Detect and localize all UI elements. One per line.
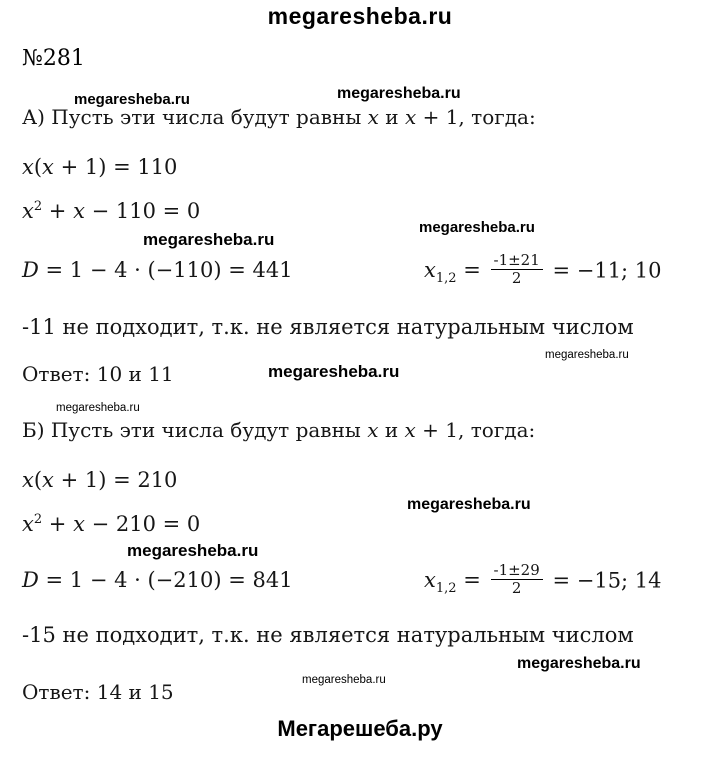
watermark-text: megaresheba.ru (127, 541, 259, 560)
fraction-denominator: 2 (511, 579, 522, 598)
fraction-denominator: 2 (511, 269, 522, 288)
site-title: megaresheba.ru (267, 3, 453, 29)
part-b-roots (424, 561, 662, 600)
part-b-equation-quadratic: $x^2 + x - 210 = 0$ (22, 512, 201, 536)
footer-site-title: Мегарешеба.ру (277, 716, 443, 741)
part-a-intro: А) Пусть эти числа будут равны x и x + 1, тогда: (22, 105, 536, 129)
part-a-answer: Ответ: 10 и 11 (22, 362, 174, 386)
part-b-note: -15 не подходит, т.к. не является натуральным числом (22, 623, 634, 647)
watermark-text: megaresheba.ru (419, 219, 535, 236)
watermark-text: megaresheba.ru (545, 349, 629, 361)
part-a-note: -11 не подходит, т.к. не является натуральным числом (22, 315, 634, 339)
part-a-equation-quadratic: $x^2 + x - 110 = 0$ (22, 199, 201, 223)
part-a-roots (424, 251, 662, 290)
part-a-roots-prefix: $x_{1,2}$ = (424, 258, 488, 287)
part-a-fraction (491, 252, 543, 288)
part-a-equation-product: x(x + 1) = 110 (22, 155, 178, 179)
problem-number: №281 (22, 46, 85, 71)
watermark-text: megaresheba.ru (268, 362, 400, 381)
fraction-numerator: -1±21 (491, 252, 543, 270)
watermark-text: megaresheba.ru (407, 496, 531, 513)
watermark-text: megaresheba.ru (337, 85, 461, 102)
part-b-roots-result: = −15; 14 (552, 568, 662, 593)
part-b-fraction (491, 562, 543, 598)
watermark-text: megaresheba.ru (56, 402, 140, 414)
part-b-equation-product: x(x + 1) = 210 (22, 468, 178, 492)
part-b-discriminant: D = 1 − 4 · (−210) = 841 (22, 568, 293, 592)
part-b-answer: Ответ: 14 и 15 (22, 680, 174, 704)
part-a-discriminant: D = 1 − 4 · (−110) = 441 (22, 258, 293, 282)
watermark-text: megaresheba.ru (302, 674, 386, 686)
part-b-roots-prefix: $x_{1,2}$ = (424, 568, 488, 597)
part-a-roots-result: = −11; 10 (552, 258, 662, 283)
part-b-intro: Б) Пусть эти числа будут равны x и x + 1, тогда: (22, 418, 536, 442)
watermark-text: megaresheba.ru (74, 91, 190, 108)
watermark-text: megaresheba.ru (143, 230, 275, 249)
watermark-text: megaresheba.ru (517, 655, 641, 672)
fraction-numerator: -1±29 (491, 562, 543, 580)
